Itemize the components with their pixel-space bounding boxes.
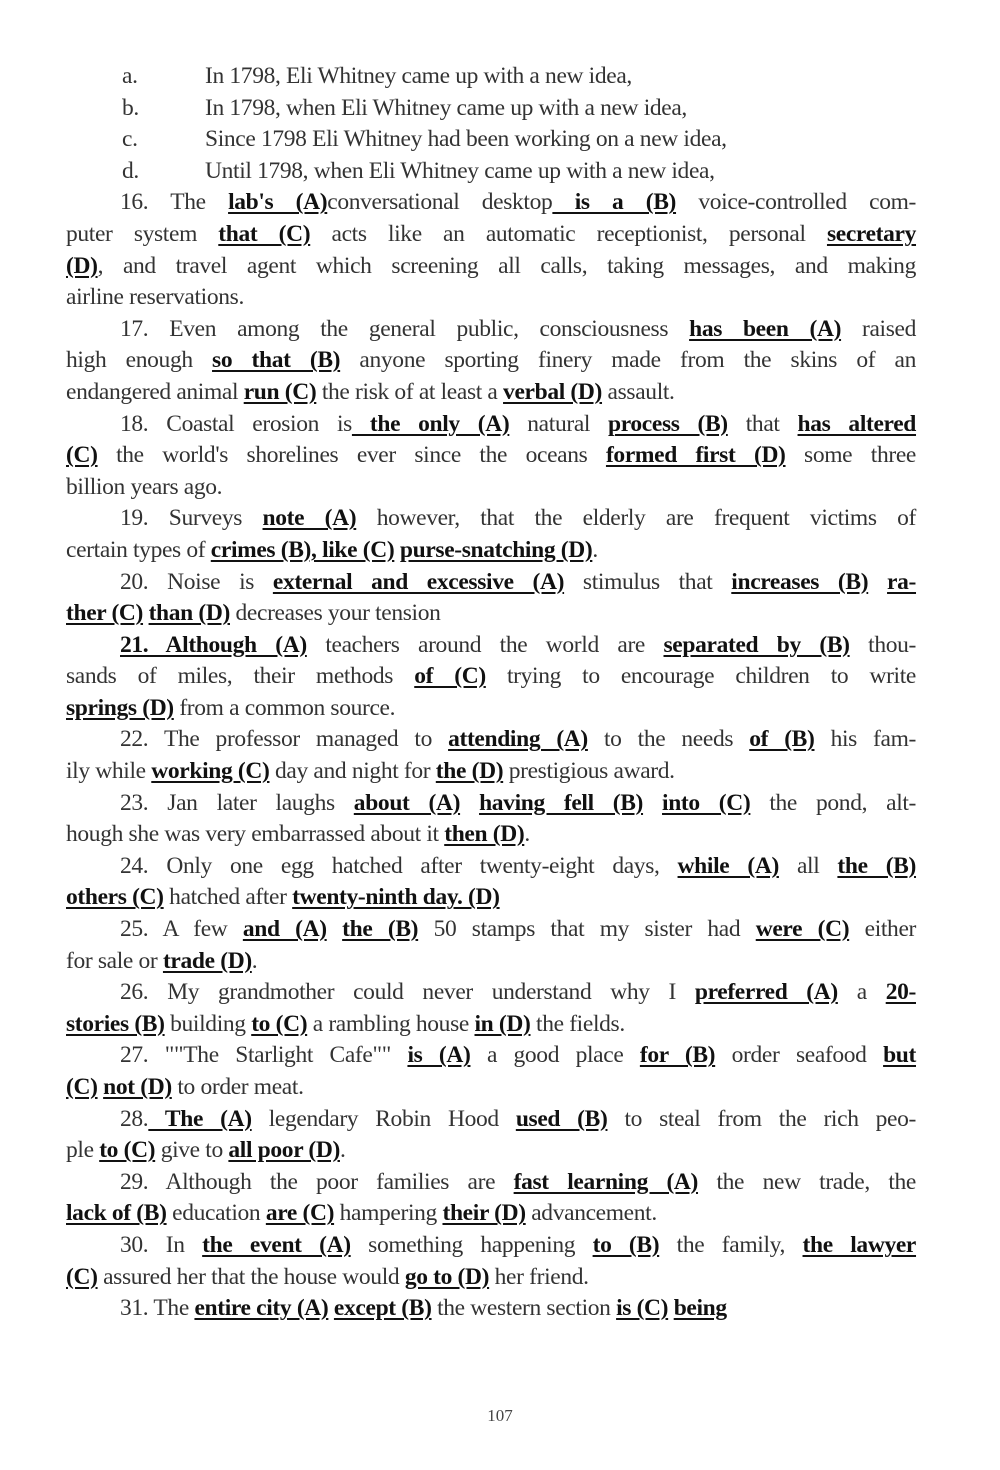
underlined-answer-choice: lack of (B) [66, 1200, 167, 1227]
sentence-text: assault. [602, 378, 675, 405]
text-line [66, 1198, 916, 1230]
text-line [66, 282, 916, 314]
option-text: In 1798, when Eli Whitney came up with a new idea, [205, 94, 687, 121]
sentence-text: building [164, 1010, 252, 1037]
sentence-text: conversational desktop [327, 189, 553, 216]
underlined-answer-choice: the only (A) [351, 410, 510, 437]
text-line [66, 345, 916, 377]
underlined-answer-choice: in (D) [474, 1010, 531, 1037]
sentence-text: his fam- [814, 726, 916, 753]
text-line [66, 946, 916, 978]
underlined-answer-choice: separated by (B) [663, 631, 850, 658]
underlined-answer-choice: than (D) [148, 600, 230, 627]
text-line [66, 819, 916, 851]
text-line [66, 661, 916, 693]
underlined-answer-choice: then (D) [444, 821, 525, 848]
underlined-answer-choice: working (C) [151, 758, 270, 785]
sentence-text: 31. The [120, 1295, 195, 1322]
page-content [66, 61, 916, 1325]
question [66, 1230, 916, 1293]
text-line [66, 1230, 916, 1262]
question [66, 567, 916, 630]
sentence-text: 23. Jan later laughs [120, 789, 354, 816]
sentence-text: decreases your tension [229, 600, 441, 627]
underlined-answer-choice: process (B) [608, 410, 728, 437]
text-line [66, 409, 916, 441]
text-line [66, 882, 916, 914]
underlined-answer-choice: so that (B) [212, 347, 341, 374]
sentence-text: ple [66, 1137, 100, 1164]
sentence-text: thou- [849, 631, 916, 658]
sentence-text: . [339, 1137, 346, 1164]
sentence-text: something happening [350, 1231, 593, 1258]
underlined-answer-choice: (C) [66, 1263, 98, 1290]
sentence-text: a rambling house [307, 1010, 475, 1037]
text-line [66, 187, 916, 219]
answer-option [66, 93, 916, 125]
underlined-answer-choice: their (D) [442, 1200, 526, 1227]
underlined-answer-choice: lab's (A) [228, 189, 328, 216]
sentence-text: . [592, 536, 598, 563]
sentence-text: 24. Only one egg hatched after twenty-eight days, [120, 852, 678, 879]
underlined-answer-choice: having fell (B) [479, 789, 644, 816]
text-line [66, 914, 916, 946]
question [66, 977, 916, 1040]
sentence-text: raised [841, 315, 917, 342]
underlined-answer-choice: but [883, 1042, 916, 1069]
sentence-text: prestigious award. [503, 758, 675, 785]
sentence-text: hatched after [163, 884, 293, 911]
underlined-answer-choice: the lawyer [802, 1231, 917, 1258]
underlined-answer-choice: and (A) [242, 916, 327, 943]
sentence-text: sands of miles, their methods [66, 663, 415, 690]
underlined-answer-choice: (D) [66, 252, 98, 279]
text-line [66, 1009, 916, 1041]
sentence-text: the risk of at least a [316, 378, 504, 405]
sentence-text: a [837, 979, 886, 1006]
underlined-answer-choice: is (A) [407, 1042, 471, 1069]
underlined-answer-choice: twenty-ninth day. (D) [292, 884, 500, 911]
sentence-text: legendary Robin Hood [251, 1105, 516, 1132]
option-label: b. [122, 94, 139, 121]
underlined-answer-choice: crimes (B), like (C) [210, 536, 395, 563]
text-line [66, 598, 916, 630]
text-line [66, 377, 916, 409]
sentence-text: . [251, 947, 258, 974]
sentence-text: a good place [470, 1042, 640, 1069]
answer-option [66, 156, 916, 188]
sentence-text: airline reservations. [66, 284, 244, 311]
answer-option [66, 124, 916, 156]
question [66, 630, 916, 725]
underlined-answer-choice: (C) [66, 1074, 98, 1100]
sentence-text: from a common source. [173, 694, 396, 721]
option-label: c. [122, 126, 138, 153]
underlined-answer-choice: that (C) [218, 220, 311, 247]
underlined-answer-choice: springs (D) [66, 694, 174, 721]
underlined-answer-choice: ther (C) [66, 600, 144, 627]
sentence-text: 18. Coastal erosion is [120, 410, 352, 437]
sentence-text: 19. Surveys [120, 505, 263, 532]
underlined-answer-choice: used (B) [515, 1105, 608, 1132]
text-line [66, 472, 916, 504]
text-line [66, 1167, 916, 1199]
text-line [66, 724, 916, 756]
underlined-answer-choice: except (B) [333, 1295, 432, 1322]
underlined-answer-choice: has altered [797, 410, 917, 437]
answer-option [66, 61, 916, 93]
underlined-answer-choice: while (A) [677, 852, 779, 879]
text-line [66, 788, 916, 820]
sentence-text: stimulus that [564, 568, 732, 595]
underlined-answer-choice: The (A) [148, 1105, 252, 1132]
question [66, 788, 916, 851]
sentence-text: to the needs [587, 726, 750, 753]
underlined-answer-choice: are (C) [265, 1200, 335, 1227]
underlined-answer-choice: increases (B) [731, 568, 869, 595]
underlined-answer-choice: entire city (A) [194, 1295, 329, 1322]
text-line [66, 630, 916, 662]
underlined-answer-choice: for (B) [639, 1042, 716, 1069]
underlined-answer-choice: the (D) [435, 758, 504, 785]
text-line [66, 1040, 916, 1072]
sentence-text: , and travel agent which screening all calls, taking messages, and making [97, 252, 916, 279]
option-label: d. [122, 157, 139, 184]
text-line [66, 1293, 916, 1325]
sentence-text: 28. [120, 1105, 149, 1132]
underlined-answer-choice: secretary [826, 220, 917, 247]
sentence-text: puter system [66, 220, 219, 247]
underlined-answer-choice: the (B) [342, 916, 419, 943]
underlined-answer-choice: ra- [887, 568, 917, 595]
underlined-answer-choice: 21. Although (A) [120, 631, 307, 658]
text-line [66, 567, 916, 599]
underlined-answer-choice: attending (A) [448, 726, 588, 753]
sentence-text: her friend. [489, 1263, 589, 1290]
sentence-text: high enough [66, 347, 213, 374]
sentence-text [643, 790, 662, 816]
text-line [66, 1104, 916, 1136]
question [66, 187, 916, 313]
sentence-text: anyone sporting finery made from the skins of an [340, 347, 917, 374]
sentence-text: voice-controlled com- [676, 189, 916, 216]
sentence-text: 27. ""The Starlight Cafe"" [120, 1042, 408, 1069]
underlined-answer-choice: verbal (D) [503, 378, 603, 405]
sentence-text: teachers around the world are [306, 631, 664, 658]
text-line [66, 851, 916, 883]
sentence-text: natural [509, 410, 609, 437]
sentence-text: order seafood [715, 1042, 884, 1069]
sentence-text: hough she was very embarrassed about it [66, 821, 445, 848]
question [66, 724, 916, 787]
sentence-text: 25. A few [120, 916, 243, 943]
sentence-text: give to [155, 1137, 229, 1164]
underlined-answer-choice: to (C) [251, 1010, 308, 1037]
text-line [66, 1135, 916, 1167]
sentence-text: assured her that the house would [97, 1263, 405, 1290]
text-line [66, 535, 916, 567]
sentence-text: to steal from the rich peo- [607, 1105, 916, 1132]
underlined-answer-choice: 20- [885, 979, 916, 1006]
sentence-text: 30. In [120, 1231, 203, 1258]
sentence-text: the fields. [530, 1010, 625, 1037]
sentence-text [327, 916, 342, 942]
text-line [66, 314, 916, 346]
underlined-answer-choice: being [673, 1295, 727, 1322]
underlined-answer-choice: formed first (D) [605, 442, 786, 469]
sentence-text: 16. The [120, 189, 229, 216]
question [66, 1293, 916, 1325]
question [66, 1167, 916, 1230]
text-line [66, 219, 916, 251]
underlined-answer-choice: the event (A) [202, 1231, 351, 1258]
question [66, 1104, 916, 1167]
sentence-text: the family, [659, 1231, 803, 1258]
sentence-text: . [524, 821, 530, 848]
underlined-answer-choice: is (C) [616, 1295, 669, 1322]
underlined-answer-choice: note (A) [262, 505, 357, 532]
sentence-text: the new trade, the [698, 1168, 917, 1195]
sentence-text: endangered animal [66, 378, 244, 405]
question [66, 851, 916, 914]
text-line [66, 1262, 916, 1294]
sentence-text: to order meat. [171, 1074, 304, 1100]
page-number: 107 [487, 1406, 513, 1425]
question [66, 1040, 916, 1103]
sentence-text: ily while [66, 758, 152, 785]
sentence-text: for sale or [66, 947, 163, 974]
underlined-answer-choice: others (C) [66, 884, 164, 911]
sentence-text [460, 790, 479, 816]
underlined-answer-choice: the (B) [837, 852, 916, 879]
underlined-answer-choice: is a (B) [552, 189, 677, 216]
text-line [66, 693, 916, 725]
sentence-text: education [166, 1200, 266, 1227]
text-line [66, 503, 916, 535]
sentence-text: certain types of [66, 536, 211, 563]
underlined-answer-choice: into (C) [662, 789, 751, 816]
sentence-text: advancement. [525, 1200, 657, 1227]
sentence-text: day and night for [269, 758, 436, 785]
underlined-answer-choice: external and excessive (A) [272, 568, 565, 595]
sentence-text: 50 stamps that my sister had [418, 916, 756, 943]
question [66, 314, 916, 409]
text-line [66, 440, 916, 472]
sentence-text: the western section [431, 1295, 617, 1322]
option-text: Since 1798 Eli Whitney had been working on a new idea, [205, 126, 727, 153]
sentence-text: 26. My grandmother could never understand why I [120, 979, 695, 1006]
underlined-answer-choice: preferred (A) [694, 979, 838, 1006]
answer-options [66, 61, 916, 187]
underlined-answer-choice: purse-snatching (D) [399, 536, 593, 563]
question [66, 914, 916, 977]
underlined-answer-choice: of (C) [414, 663, 486, 690]
sentence-text: 17. Even among the general public, consciousness [120, 315, 690, 342]
sentence-text: trying to encourage children to write [485, 663, 916, 690]
underlined-answer-choice: go to (D) [404, 1263, 490, 1290]
underlined-answer-choice: stories (B) [66, 1010, 165, 1037]
sentence-text: 29. Although the poor families are [120, 1168, 514, 1195]
text-line [66, 977, 916, 1009]
option-text: In 1798, Eli Whitney came up with a new idea, [205, 63, 632, 89]
text-line [66, 756, 916, 788]
underlined-answer-choice: to (C) [99, 1137, 156, 1164]
underlined-answer-choice: fast learning (A) [513, 1168, 699, 1195]
option-label: a. [122, 63, 138, 89]
question [66, 503, 916, 566]
underlined-answer-choice: all poor (D) [228, 1137, 340, 1164]
option-text: Until 1798, when Eli Whitney came up with a new idea, [205, 157, 715, 184]
underlined-answer-choice: about (A) [353, 789, 461, 816]
underlined-answer-choice: has been (A) [689, 315, 842, 342]
underlined-answer-choice: (C) [66, 442, 98, 469]
underlined-answer-choice: not (D) [103, 1074, 172, 1100]
text-line [66, 251, 916, 283]
sentence-text: 22. The professor managed to [120, 726, 449, 753]
sentence-text [868, 569, 887, 595]
sentence-text: that [727, 410, 798, 437]
sentence-text: the pond, alt- [750, 789, 917, 816]
sentence-text: acts like an automatic receptionist, personal [310, 220, 827, 247]
sentence-text: all [778, 852, 838, 879]
underlined-answer-choice: run (C) [243, 378, 317, 405]
sentence-text: some three [785, 442, 916, 469]
underlined-answer-choice: were (C) [755, 916, 850, 943]
underlined-answer-choice: of (B) [749, 726, 815, 753]
sentence-text: the world's shorelines ever since the oceans [97, 442, 606, 469]
sentence-text: 20. Noise is [120, 568, 273, 595]
question-list [66, 187, 916, 1324]
text-line [66, 1072, 916, 1104]
sentence-text: either [849, 916, 917, 943]
sentence-text: however, that the elderly are frequent victims of [356, 505, 916, 532]
sentence-text: hampering [334, 1200, 443, 1227]
question [66, 409, 916, 504]
sentence-text: billion years ago. [66, 473, 223, 500]
underlined-answer-choice: trade (D) [162, 947, 252, 974]
underlined-answer-choice: to (B) [592, 1231, 660, 1258]
